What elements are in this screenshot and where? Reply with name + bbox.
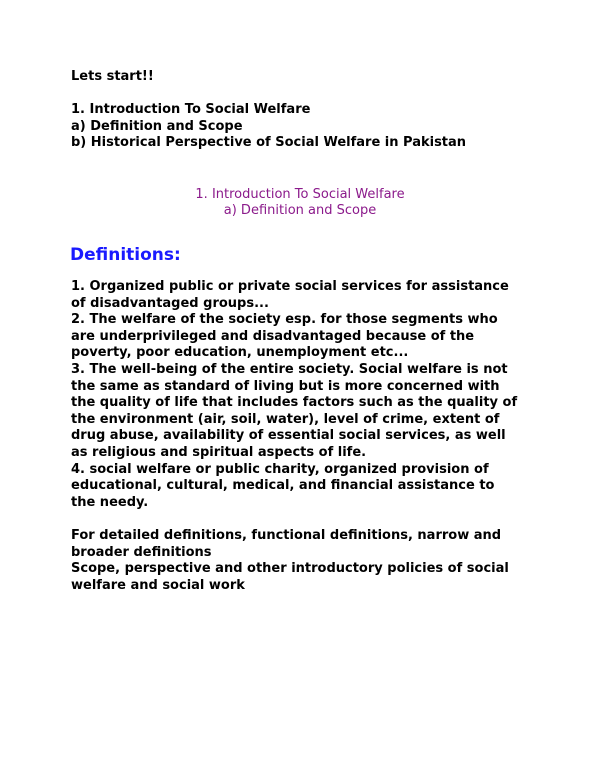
definitions-body: [71, 279, 541, 594]
definition-line: the needy.: [71, 494, 149, 510]
spacer: [71, 511, 541, 528]
definition-line: 4. social welfare or public charity, organized provision of: [71, 461, 489, 477]
definition-line: the quality of life that includes factors such as the quality of: [71, 395, 518, 411]
definition-line: the environment (air, soil, water), level of crime, extent of: [71, 411, 500, 427]
section-title: [0, 187, 600, 219]
spacer: [71, 86, 541, 103]
section-title-line: a) Definition and Scope: [223, 203, 377, 218]
note-line: welfare and social work: [71, 577, 245, 593]
note-line: broader definitions: [71, 544, 212, 560]
definition-line: 3. The well-being of the entire society. Social welfare is not: [71, 361, 508, 377]
outline-item: b) Historical Perspective of Social Welfare in Pakistan: [71, 135, 467, 151]
definition-line: educational, cultural, medical, and financial assistance to: [71, 478, 495, 494]
lets-start-text: Lets start!!: [71, 69, 154, 84]
note-line: Scope, perspective and other introductory policies of social: [71, 561, 509, 577]
note-line: For detailed definitions, functional definitions, narrow and: [71, 527, 502, 543]
definition-line: 2. The welfare of the society esp. for those segments who: [71, 312, 498, 328]
definitions-heading: Definitions:: [70, 245, 181, 265]
definition-line: drug abuse, availability of essential social services, as well: [71, 428, 506, 444]
outline-item: 1. Introduction To Social Welfare: [71, 102, 311, 118]
section-title-line: 1. Introduction To Social Welfare: [195, 187, 405, 202]
definition-line: as religious and spiritual aspects of life.: [71, 444, 367, 460]
definition-line: the same as standard of living but is more concerned with: [71, 378, 500, 394]
definition-line: 1. Organized public or private social services for assistance: [71, 279, 509, 294]
definition-line: are underprivileged and disadvantaged because of the: [71, 328, 475, 344]
definition-line: poverty, poor education, unemployment etc...: [71, 345, 409, 361]
definition-line: of disadvantaged groups...: [71, 295, 269, 311]
intro-block: [71, 69, 541, 152]
outline-item: a) Definition and Scope: [71, 118, 243, 134]
